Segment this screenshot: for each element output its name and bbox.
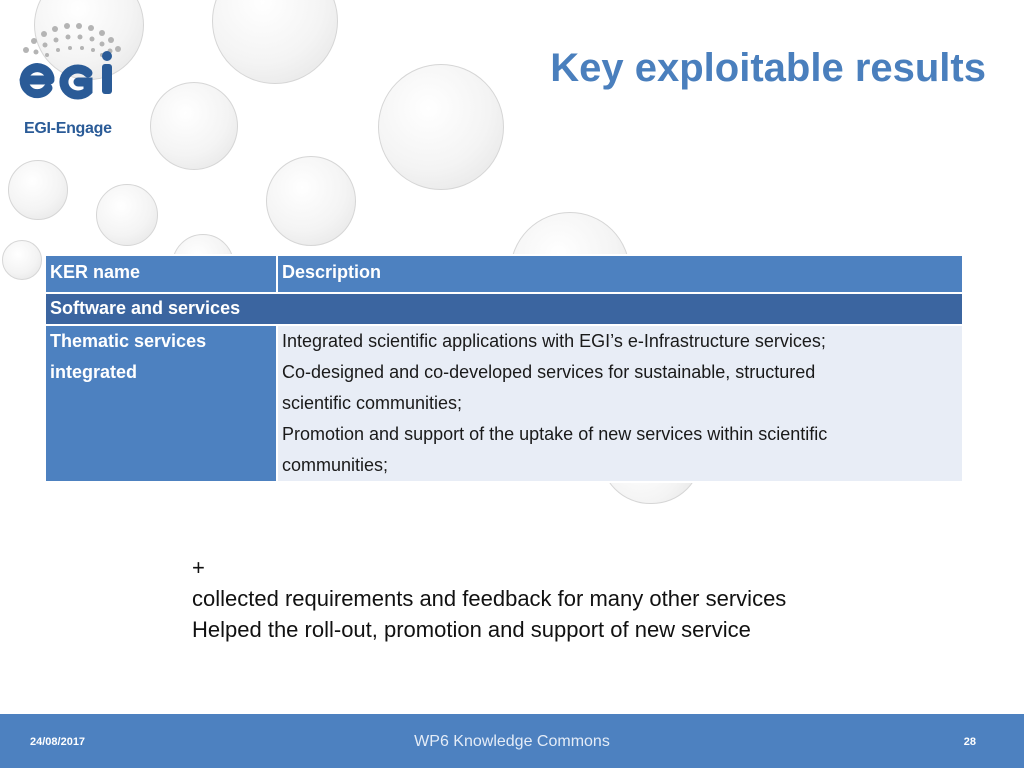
page-title: Key exploitable results (550, 46, 986, 90)
additional-notes (192, 552, 786, 645)
ker-name-line: Thematic services (50, 331, 207, 351)
description-line: scientific communities; (282, 393, 463, 413)
section-title: Software and services (45, 293, 963, 325)
bubble (150, 82, 238, 170)
ker-name-cell (45, 325, 277, 482)
description-line: Integrated scientific applications with EGI’s e-Infrastructure services; (282, 331, 826, 351)
bubble (96, 184, 158, 246)
bubble (212, 0, 338, 84)
footer-title: WP6 Knowledge Commons (414, 733, 610, 750)
description-line: Co-designed and co-developed services for sustainable, structured (282, 362, 816, 382)
section-row (45, 293, 963, 325)
bubble (8, 160, 68, 220)
ker-table (44, 254, 964, 483)
footer-bar (0, 714, 1024, 768)
ker-name-line: integrated (50, 362, 138, 382)
description-line: communities; (282, 455, 389, 475)
bubble (378, 64, 504, 190)
header-description: Description (277, 255, 963, 293)
logo-text: EGI-Engage (24, 120, 112, 137)
description-line: Promotion and support of the uptake of new services within scientific (282, 424, 828, 444)
footer-date: 24/08/2017 (30, 736, 86, 748)
header-ker-name: KER name (45, 255, 277, 293)
bubble (266, 156, 356, 246)
table-header-row (45, 255, 963, 293)
note-line: + (192, 555, 205, 580)
egi-engage-logo (14, 18, 134, 137)
egi-logo-icon (14, 18, 134, 118)
table-row (45, 325, 963, 482)
note-line: collected requirements and feedback for many other services (192, 586, 787, 611)
note-line: Helped the roll-out, promotion and support of new service (192, 617, 751, 642)
bubble (2, 240, 42, 280)
description-cell (277, 325, 963, 482)
page-number: 28 (963, 736, 976, 748)
